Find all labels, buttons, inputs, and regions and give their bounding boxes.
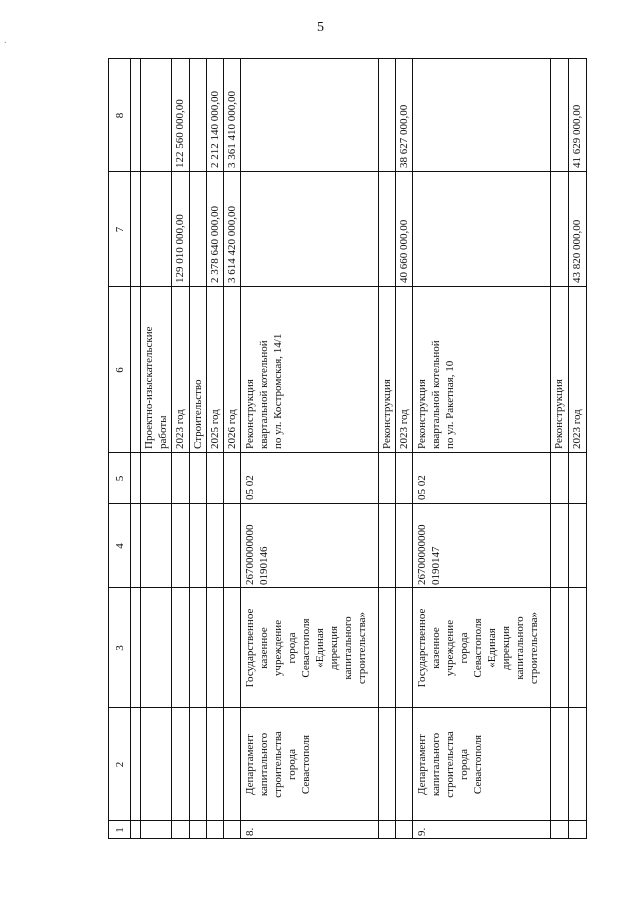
- department-line: капитального: [258, 732, 270, 797]
- section-code: 05 02: [416, 475, 428, 500]
- table-rule: [189, 58, 190, 839]
- rotated-table-frame: [108, 58, 587, 839]
- table-rule: [108, 286, 587, 287]
- organization-line: Севастополя: [472, 618, 484, 678]
- amount-col8: 41 629 000,00: [571, 104, 583, 168]
- row-number: 9.: [416, 827, 428, 836]
- organization-line: Севастополя: [300, 618, 312, 678]
- organization-line: «Единая: [314, 628, 326, 668]
- column-header: 5: [114, 475, 126, 482]
- table-rule: [240, 58, 241, 839]
- table-rule: [412, 58, 413, 839]
- table-rule: [550, 58, 551, 839]
- amount-col7: 129 010 000,00: [174, 214, 186, 283]
- column-header: 4: [114, 543, 126, 549]
- organization-line: казенное: [430, 627, 442, 669]
- year-label: 2026 год: [226, 409, 238, 449]
- stage-label: Реконструкция: [381, 379, 393, 449]
- table-rule: [108, 503, 587, 504]
- table-rule: [108, 820, 587, 821]
- organization-line: города: [286, 632, 298, 664]
- object-line: квартальной котельной: [430, 340, 442, 449]
- table-rule: [108, 171, 587, 172]
- object-line: квартальной котельной: [258, 340, 270, 449]
- design-label: Проектно-изыскательские: [143, 326, 155, 449]
- table-rule: [108, 452, 587, 453]
- department-line: Севастополя: [472, 734, 484, 795]
- amount-col8: 122 560 000,00: [174, 99, 186, 168]
- table-rule: [108, 838, 587, 839]
- budget-code: 26700000000: [244, 524, 256, 585]
- column-header: 3: [114, 645, 126, 651]
- budget-code: 0190147: [430, 546, 442, 585]
- budget-table: [108, 58, 587, 839]
- year-label: 2023 год: [174, 409, 186, 449]
- department-line: Севастополя: [300, 734, 312, 795]
- department-line: строительства: [444, 731, 456, 798]
- organization-line: капитального: [342, 616, 354, 680]
- table-rule: [223, 58, 224, 839]
- column-header: 1: [114, 827, 126, 833]
- column-header: 2: [114, 761, 126, 768]
- organization-line: капитального: [514, 616, 526, 680]
- organization-line: учреждение: [272, 619, 284, 677]
- row-number: 8.: [244, 827, 256, 836]
- object-line: по ул. Ракетная, 10: [444, 360, 456, 449]
- margin-mark: .: [4, 35, 7, 46]
- budget-code: 26700000000: [416, 524, 428, 585]
- amount-col7: 3 614 420 000,00: [226, 206, 238, 283]
- stage-label: Реконструкция: [553, 379, 565, 449]
- department-line: Департамент: [244, 734, 256, 796]
- column-header: 7: [114, 226, 126, 233]
- budget-code: 0190146: [258, 546, 270, 585]
- organization-line: «Единая: [486, 628, 498, 668]
- column-header: 8: [114, 112, 126, 119]
- amount-col8: 38 627 000,00: [398, 104, 410, 168]
- table-rule: [108, 58, 109, 839]
- object-line: по ул. Костромская, 14/1: [272, 333, 284, 449]
- amount-col7: 40 660 000,00: [398, 219, 410, 283]
- table-rule: [140, 58, 141, 839]
- organization-line: Государственное: [416, 608, 428, 688]
- table-rule: [395, 58, 396, 839]
- department-line: Департамент: [416, 734, 428, 796]
- table-rule: [206, 58, 207, 839]
- amount-col8: 2 212 140 000,00: [209, 91, 221, 168]
- table-rule: [378, 58, 379, 839]
- year-label: 2025 год: [209, 409, 221, 449]
- year-label: 2023 год: [571, 409, 583, 449]
- department-line: строительства: [272, 731, 284, 798]
- object-line: Реконструкция: [416, 379, 428, 449]
- table-rule: [130, 58, 131, 839]
- organization-line: строительства»: [356, 611, 368, 685]
- organization-line: казенное: [258, 627, 270, 669]
- page-number: 5: [317, 20, 324, 35]
- department-line: города: [286, 749, 298, 780]
- construction-label: Строительство: [192, 379, 204, 449]
- amount-col8: 3 361 410 000,00: [226, 91, 238, 168]
- organization-line: строительства»: [528, 611, 540, 685]
- amount-col7: 2 378 640 000,00: [209, 206, 221, 283]
- object-line: Реконструкция: [244, 379, 256, 449]
- table-rule: [171, 58, 172, 839]
- organization-line: дирекция: [328, 625, 340, 671]
- organization-line: Государственное: [244, 608, 256, 688]
- organization-line: дирекция: [500, 625, 512, 671]
- table-rule: [586, 58, 587, 839]
- year-label: 2023 год: [398, 409, 410, 449]
- organization-line: учреждение: [444, 619, 456, 677]
- department-line: города: [458, 749, 470, 780]
- design-label: работы: [157, 415, 169, 449]
- organization-line: города: [458, 632, 470, 664]
- table-rule: [568, 58, 569, 839]
- section-code: 05 02: [244, 475, 256, 500]
- department-line: капитального: [430, 732, 442, 797]
- column-header: 6: [114, 367, 126, 373]
- table-rule: [108, 58, 587, 59]
- amount-col7: 43 820 000,00: [571, 219, 583, 283]
